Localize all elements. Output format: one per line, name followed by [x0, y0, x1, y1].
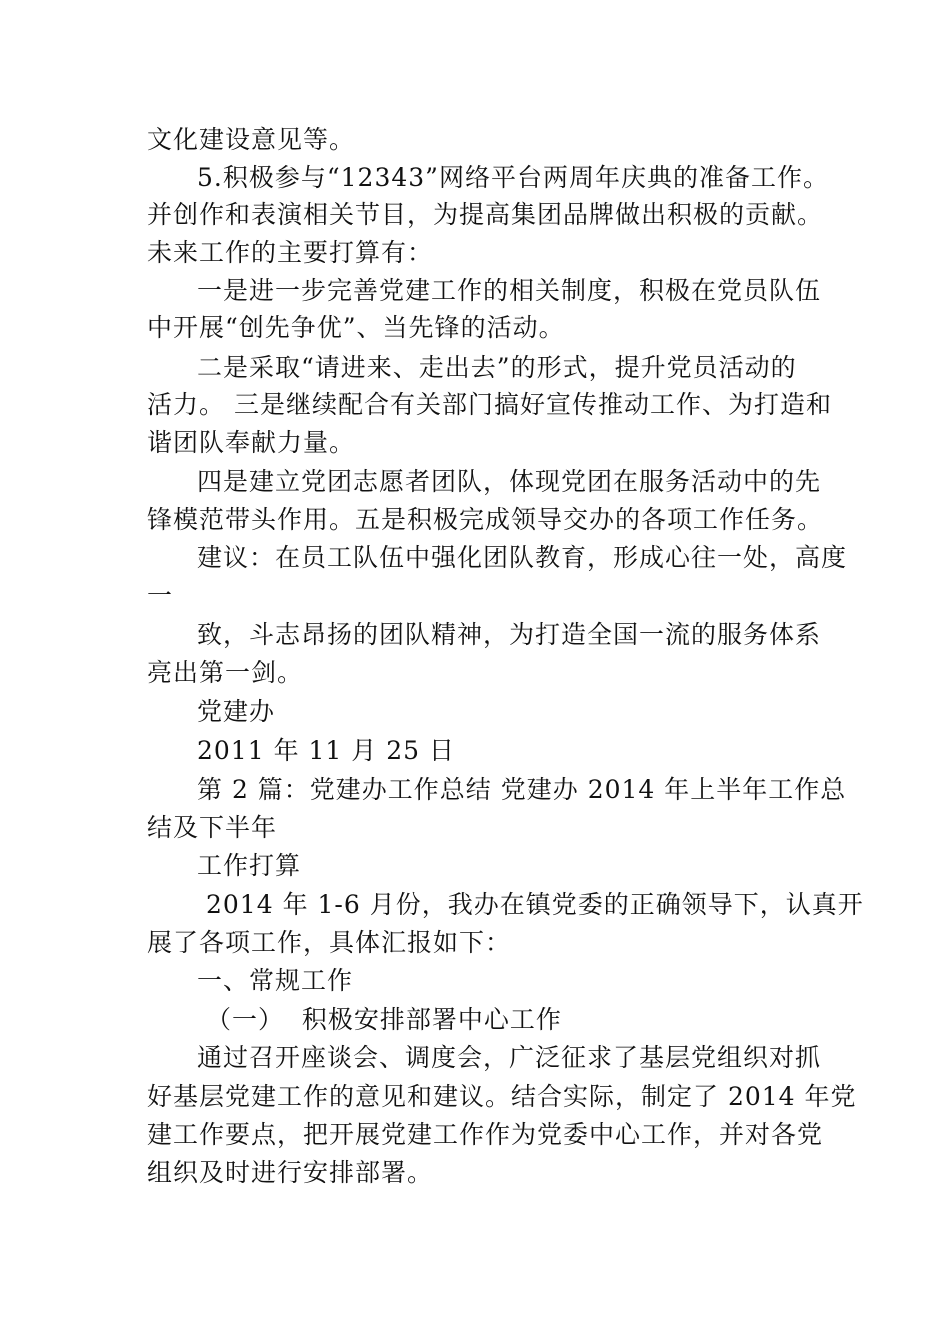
text-line: 二是采取“请进来、走出去”的形式，提升党员活动的 [197, 353, 797, 382]
text-line: 通过召开座谈会、调度会，广泛征求了基层党组织对抓 [197, 1043, 822, 1072]
text-line: 活力。 三是继续配合有关部门搞好宣传推动工作、为打造和 [147, 390, 832, 419]
text-line: 组织及时进行安排部署。 [147, 1158, 434, 1187]
text-line: 工作打算 [197, 851, 302, 880]
text-line: 建工作要点，把开展党建工作作为党委中心工作，并对各党 [147, 1120, 824, 1149]
text-line: 建议：在员工队伍中强化团队教育，形成心往一处，高度 [197, 543, 848, 572]
text-line: 并创作和表演相关节目，为提高集团品牌做出积极的贡献。 [147, 200, 824, 229]
text-line: 2014 年 1-6 月份，我办在镇党委的正确领导下，认真开 [206, 890, 864, 919]
text-line: 致，斗志昂扬的团队精神，为打造全国一流的服务体系 [197, 620, 822, 649]
text-line: 2011 年 11 月 25 日 [197, 736, 455, 765]
text-line: 文化建设意见等。 [147, 125, 356, 154]
text-line: 亮出第一剑。 [147, 658, 304, 687]
text-line: 一 [147, 581, 174, 610]
text-line: 四是建立党团志愿者团队，体现党团在服务活动中的先 [197, 467, 822, 496]
text-line: 结及下半年 [147, 813, 278, 842]
text-line: 未来工作的主要打算有： [147, 238, 434, 267]
text-line: 一、常规工作 [197, 966, 354, 995]
text-line: 中开展“创先争优”、当先锋的活动。 [147, 313, 565, 342]
text-line: 锋模范带头作用。五是积极完成领导交办的各项工作任务。 [147, 505, 824, 534]
text-line: 5.积极参与“12343”网络平台两周年庆典的准备工作。 [197, 163, 829, 192]
text-line: 谐团队奉献力量。 [147, 428, 356, 457]
text-line: （一） 积极安排部署中心工作 [206, 1005, 562, 1034]
text-line: 展了各项工作，具体汇报如下： [147, 928, 512, 957]
text-line: 好基层党建工作的意见和建议。结合实际，制定了 2014 年党 [147, 1082, 857, 1111]
text-line: 一是进一步完善党建工作的相关制度，积极在党员队伍 [197, 276, 822, 305]
text-line: 党建办 [197, 697, 276, 726]
text-line: 第 2 篇：党建办工作总结 党建办 2014 年上半年工作总 [197, 775, 847, 804]
